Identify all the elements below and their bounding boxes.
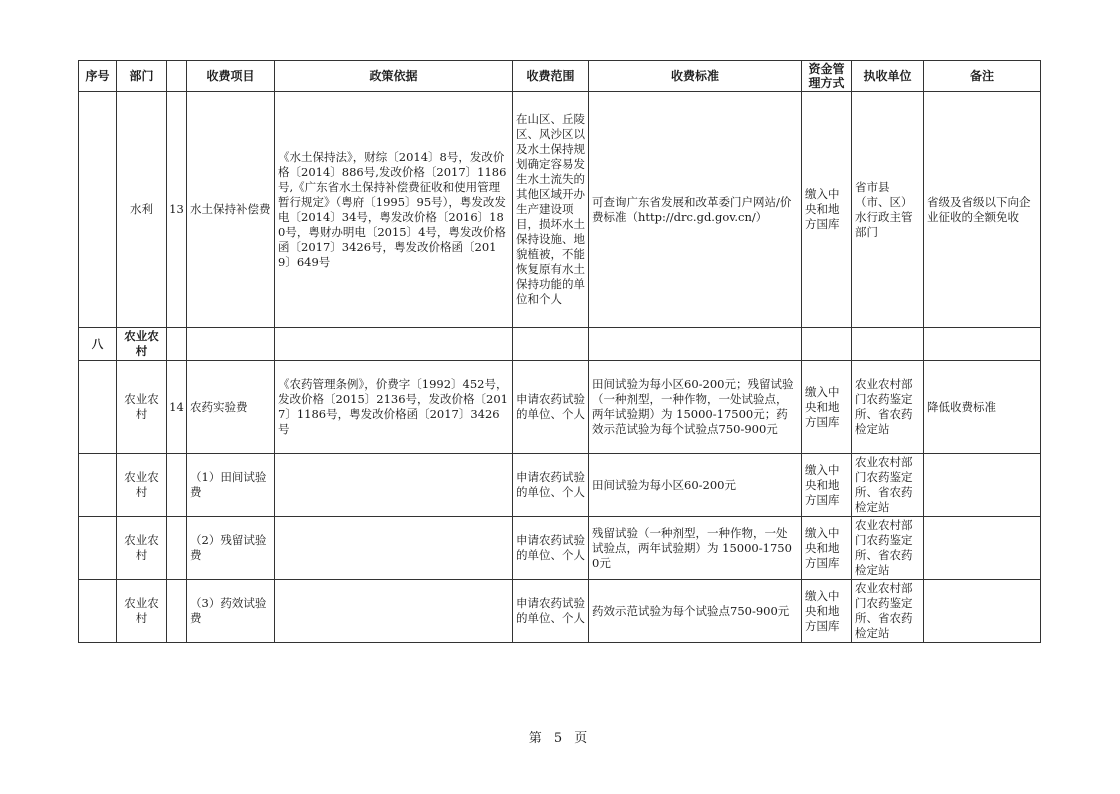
section-row [79, 328, 1041, 361]
header-item: 收费项目 [187, 61, 275, 92]
row-item: 农药实验费 [187, 361, 275, 454]
header-scope: 收费范围 [513, 61, 589, 92]
row-scope: 申请农药试验的单位、个人 [513, 454, 589, 517]
header-remarks: 备注 [924, 61, 1041, 92]
header-policy: 政策依据 [275, 61, 513, 92]
row-standard: 田间试验为每小区60-200元；残留试验（一种剂型，一种作物，一处试验点，两年试验期）为 15000-17500元；药效示范试验为每个试验点750-900元 [589, 361, 802, 454]
row-remarks [924, 580, 1041, 643]
fee-table [78, 60, 1041, 643]
row-fund-mgmt: 缴入中央和地方国库 [802, 517, 852, 580]
row-num [167, 580, 187, 643]
header-row [79, 61, 1041, 92]
row-num [167, 454, 187, 517]
row-fund-mgmt: 缴入中央和地方国库 [802, 361, 852, 454]
row-policy [275, 517, 513, 580]
row-department: 农业农村 [117, 361, 167, 454]
header-collector: 执收单位 [852, 61, 924, 92]
table-row [79, 361, 1041, 454]
row-standard: 田间试验为每小区60-200元 [589, 454, 802, 517]
row-seq [79, 517, 117, 580]
row-policy [275, 580, 513, 643]
row-remarks [924, 454, 1041, 517]
section-collector [852, 328, 924, 361]
header-fund-mgmt: 资金管理方式 [802, 61, 852, 92]
row-fund-mgmt: 缴入中央和地方国库 [802, 454, 852, 517]
row-standard: 可查询广东省发展和改革委门户网站/价费标准（http://drc.gd.gov.cn/） [589, 92, 802, 328]
row-item: （2）残留试验费 [187, 517, 275, 580]
row-department: 农业农村 [117, 517, 167, 580]
section-fund-mgmt [802, 328, 852, 361]
row-collector: 农业农村部门农药鉴定所、省农药检定站 [852, 454, 924, 517]
row-seq [79, 92, 117, 328]
row-item: （3）药效试验费 [187, 580, 275, 643]
section-standard [589, 328, 802, 361]
row-policy: 《农药管理条例》，价费字〔1992〕452号，发改价格〔2015〕2136号，发改价格〔2017〕1186号，粤发改价格函〔2017〕3426号 [275, 361, 513, 454]
row-collector: 省市县（市、区）水行政主管部门 [852, 92, 924, 328]
row-remarks [924, 517, 1041, 580]
row-seq [79, 454, 117, 517]
row-item: （1）田间试验费 [187, 454, 275, 517]
row-department: 农业农村 [117, 454, 167, 517]
row-fund-mgmt: 缴入中央和地方国库 [802, 580, 852, 643]
section-scope [513, 328, 589, 361]
row-scope: 申请农药试验的单位、个人 [513, 580, 589, 643]
table-row [79, 454, 1041, 517]
row-department: 农业农村 [117, 580, 167, 643]
section-department: 农业农村 [117, 328, 167, 361]
row-num: 13 [167, 92, 187, 328]
row-remarks: 降低收费标准 [924, 361, 1041, 454]
row-item: 水土保持补偿费 [187, 92, 275, 328]
header-num [167, 61, 187, 92]
table-row [79, 517, 1041, 580]
row-remarks: 省级及省级以下向企业征收的全额免收 [924, 92, 1041, 328]
page-number: 第 5 页 [528, 731, 592, 746]
row-seq [79, 361, 117, 454]
header-seq: 序号 [79, 61, 117, 92]
row-standard: 残留试验（一种剂型，一种作物，一处试验点，两年试验期）为 15000-17500元 [589, 517, 802, 580]
row-department: 水利 [117, 92, 167, 328]
row-collector: 农业农村部门农药鉴定所、省农药检定站 [852, 361, 924, 454]
row-num: 14 [167, 361, 187, 454]
row-standard: 药效示范试验为每个试验点750-900元 [589, 580, 802, 643]
table-row [79, 92, 1041, 328]
row-scope: 在山区、丘陵区、风沙区以及水土保持规划确定容易发生水土流失的其他区域开办生产建设项目，损坏水土保持设施、地貌植被，不能恢复原有水土保持功能的单位和个人 [513, 92, 589, 328]
row-policy [275, 454, 513, 517]
header-department: 部门 [117, 61, 167, 92]
row-collector: 农业农村部门农药鉴定所、省农药检定站 [852, 580, 924, 643]
section-seq: 八 [79, 328, 117, 361]
row-policy: 《水土保持法》，财综〔2014〕8号，发改价格〔2014〕886号,发改价格〔2017〕1186号,《广东省水土保持补偿费征收和使用管理暂行规定》（粤府〔1995〕95号），粤发改发电〔2014〕34号，粤发改价格〔2016〕180号，粤财办明电〔2015〕4号，粤发改价格函〔2017〕3426号，粤发改价格函〔2019〕649号 [275, 92, 513, 328]
table-row [79, 580, 1041, 643]
row-scope: 申请农药试验的单位、个人 [513, 517, 589, 580]
row-fund-mgmt: 缴入中央和地方国库 [802, 92, 852, 328]
section-item [187, 328, 275, 361]
section-num [167, 328, 187, 361]
row-seq [79, 580, 117, 643]
row-num [167, 517, 187, 580]
section-remarks [924, 328, 1041, 361]
row-collector: 农业农村部门农药鉴定所、省农药检定站 [852, 517, 924, 580]
row-scope: 申请农药试验的单位、个人 [513, 361, 589, 454]
header-standard: 收费标准 [589, 61, 802, 92]
section-policy [275, 328, 513, 361]
